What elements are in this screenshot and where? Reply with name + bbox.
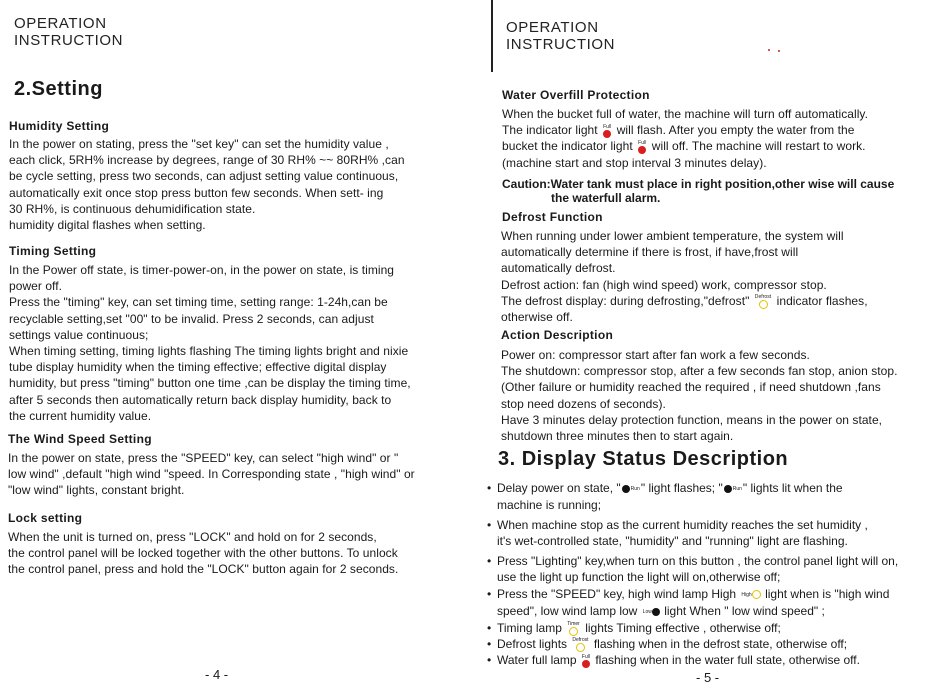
- text-line: the control panel will be locked together with the other buttons. To unlock: [8, 546, 398, 561]
- text-span: flashing when in the water full state, otherwise off.: [595, 653, 860, 668]
- right-header: [506, 19, 615, 53]
- text-line: [502, 122, 934, 138]
- text-line: When running under lower ambient temperature, the system will: [501, 229, 844, 243]
- text-line: In the Power off state, is timer-power-on, in the power on state, is timing: [9, 263, 395, 277]
- defrost-lamp-icon: [572, 638, 588, 652]
- text-span: speed", low wind lamp low: [497, 603, 638, 618]
- lamp-label: Full: [603, 123, 612, 130]
- yellow-high-lamp-icon: [752, 590, 761, 599]
- list-item: [487, 620, 937, 636]
- text-line: When timing setting, timing lights flashing The timing lights bright and nixie: [9, 344, 409, 359]
- yellow-timer-lamp-icon: [569, 627, 578, 636]
- page-number: - 5 -: [696, 670, 720, 685]
- action-heading: Action Description: [501, 328, 614, 342]
- text-line: stop need dozens of seconds).: [501, 396, 666, 411]
- text-line: 30 RH%, is continuous dehumidification state.: [9, 201, 256, 216]
- text-line: humidity, but press "timing" button one time ,can be display the timing time,: [9, 376, 411, 391]
- text-line: be cycle setting, press two seconds, can adjust setting value continuous,: [9, 169, 399, 184]
- text-line: Defrost action: fan (high wind speed) work, compressor stop.: [501, 277, 827, 292]
- text-line: recyclable setting,set "00" to be invalid. Press 2 seconds, can adjust: [9, 311, 374, 326]
- lamp-label: Full: [638, 139, 647, 146]
- lamp-label: Run: [732, 485, 742, 492]
- text-line: settings value continuous;: [9, 327, 149, 342]
- text-span: use the light up function the light will on,otherwise off;: [497, 569, 781, 584]
- humidity-text: [9, 136, 464, 233]
- wind-text: [8, 450, 466, 499]
- defrost-heading: Defrost Function: [502, 210, 603, 224]
- text-line: In the power on state, press the "SPEED" key, can select "high wind" or ": [8, 451, 399, 465]
- text-line: automatically exit once stop press button few seconds. When sett- ing: [9, 185, 384, 200]
- text-line: automatically defrost.: [501, 261, 616, 276]
- action-text: [501, 347, 936, 444]
- text-span: Press the "SPEED" key, high wind lamp High: [497, 586, 737, 601]
- list-item: [487, 652, 937, 668]
- yellow-defrost-lamp-icon: [576, 643, 585, 652]
- full-lamp-icon: [603, 125, 611, 138]
- text-span: Water full lamp: [497, 653, 577, 668]
- red-full-lamp-icon: [582, 660, 590, 668]
- black-run-lamp-icon: [622, 485, 630, 493]
- text-span: will flash. After you empty the water from the: [616, 123, 855, 138]
- caution-line: the waterfull alarm.: [551, 191, 661, 205]
- caution-note: [502, 177, 934, 205]
- text-line: "low wind" lights, constant bright.: [8, 483, 185, 498]
- text-span: Defrost lights: [497, 636, 568, 651]
- lamp-label: Low: [642, 608, 652, 615]
- lock-text: [8, 529, 466, 578]
- text-line: [502, 138, 934, 154]
- lamp-label: Timer: [567, 620, 580, 627]
- list-item: [487, 553, 937, 585]
- timer-lamp-icon: [567, 622, 580, 636]
- water-text: [502, 106, 934, 171]
- humidity-heading: Humidity Setting: [9, 119, 110, 133]
- lamp-label: Defrost: [754, 293, 772, 300]
- text-span: it's wet-controlled state, "humidity" and "running" light are flashing.: [497, 534, 848, 549]
- text-line: The shutdown: compressor stop, after a few seconds fan stop, anion stop.: [501, 364, 898, 379]
- text-line: Press the "timing" key, can set timing time, setting range: 1-24h,can be: [9, 295, 388, 310]
- header-line: INSTRUCTION: [14, 32, 124, 49]
- header-line: OPERATION: [506, 19, 599, 36]
- text-line: power off.: [9, 279, 62, 294]
- text-line: each click, 5RH% increase by degrees, range of 30 RH% ~~ 80RH% ,can: [9, 153, 405, 168]
- text-line: Have 3 minutes delay protection function, means in the power on state,: [501, 412, 883, 427]
- text-line: When the bucket full of water, the machine will turn off automatically.: [502, 107, 868, 121]
- text-span: lights Timing effective , otherwise off;: [585, 620, 781, 635]
- list-item: [487, 517, 937, 549]
- lamp-label: Run: [630, 485, 640, 492]
- low-lamp-icon: [642, 604, 660, 620]
- run-lamp-icon: [622, 481, 640, 497]
- full-lamp-icon: [582, 655, 590, 668]
- yellow-defrost-lamp-icon: [759, 300, 768, 309]
- text-span: The defrost display: during defrosting,"defrost": [501, 293, 750, 308]
- text-line: tube display humidity when the timing effective; effective digital display: [9, 360, 387, 375]
- defrost-lamp-icon: [755, 295, 771, 309]
- page-number: - 4 -: [205, 667, 229, 682]
- high-lamp-icon: [740, 587, 760, 603]
- text-span: " lights lit when the: [742, 481, 843, 495]
- text-line: the control panel, press and hold the "LOCK" button again for 2 seconds.: [8, 562, 399, 577]
- text-span: light when is "high wind: [765, 586, 890, 601]
- text-line: Power on: compressor start after fan work a few seconds.: [501, 348, 810, 362]
- text-line: low wind" ,default "high wind "speed. In Corresponding state , "high wind" or: [8, 467, 415, 482]
- text-span: will off. The machine will restart to work.: [651, 139, 866, 154]
- text-span: bucket the indicator light: [502, 139, 633, 154]
- header-line: INSTRUCTION: [506, 36, 616, 53]
- text-span: When machine stop as the current humidity reaches the set humidity ,: [497, 518, 868, 533]
- lock-heading: Lock setting: [8, 511, 83, 525]
- lamp-label: Defrost: [572, 636, 589, 643]
- list-item: [487, 636, 937, 652]
- red-full-lamp-icon: [603, 130, 611, 138]
- text-span: indicator flashes,: [776, 293, 868, 308]
- text-line: [501, 293, 936, 309]
- text-line: automatically determine if there is frost, if have,frost will: [501, 245, 799, 260]
- text-line: (Other failure or humidity reached the required , if need shutdown ,fans: [501, 380, 881, 395]
- red-full-lamp-icon: [638, 146, 646, 154]
- caution-line: Caution:Water tank must place in right position,other wise will cause: [502, 177, 895, 191]
- full-lamp-icon: [638, 141, 646, 154]
- text-span: The indicator light: [502, 123, 598, 138]
- run-lamp-icon: [724, 481, 742, 497]
- setting-title: 2.Setting: [14, 78, 103, 100]
- text-span: Delay power on state, ": [497, 481, 621, 495]
- left-header: [14, 15, 123, 49]
- text-line: the current humidity value.: [9, 408, 152, 423]
- text-span: light When " low wind speed" ;: [664, 603, 825, 618]
- timing-text: [9, 262, 464, 424]
- black-low-lamp-icon: [652, 608, 660, 616]
- text-line: shutdown three minutes then to start again.: [501, 429, 734, 444]
- text-span: machine is running;: [497, 497, 602, 512]
- text-span: Timing lamp: [497, 620, 562, 635]
- text-line: (machine start and stop interval 3 minutes delay).: [502, 155, 767, 170]
- water-heading: Water Overfill Protection: [502, 88, 650, 102]
- text-span: flashing when in the defrost state, otherwise off;: [593, 636, 848, 651]
- text-line: In the power on stating, press the "set key" can set the humidity value ,: [9, 137, 389, 151]
- black-run-lamp-icon: [724, 485, 732, 493]
- lamp-label: High: [741, 591, 752, 598]
- text-line: When the unit is turned on, press "LOCK" and hold on for 2 seconds,: [8, 530, 377, 544]
- timing-heading: Timing Setting: [9, 244, 97, 258]
- text-span: " light flashes; ": [640, 481, 723, 495]
- list-item: [487, 586, 937, 620]
- list-item: [487, 480, 937, 513]
- text-line: otherwise off.: [501, 310, 573, 325]
- text-line: after 5 seconds then automatically return back display humidity, back to: [9, 392, 392, 407]
- lamp-label: Full: [581, 653, 590, 660]
- wind-heading: The Wind Speed Setting: [8, 432, 152, 446]
- text-line: humidity digital flashes when setting.: [9, 218, 206, 233]
- defrost-text: [501, 228, 936, 325]
- display-status-list: [487, 480, 937, 668]
- header-line: OPERATION: [14, 15, 107, 32]
- text-span: Press "Lighting" key,when turn on this button , the control panel light will on,: [497, 553, 899, 568]
- display-status-title: 3. Display Status Description: [498, 448, 789, 470]
